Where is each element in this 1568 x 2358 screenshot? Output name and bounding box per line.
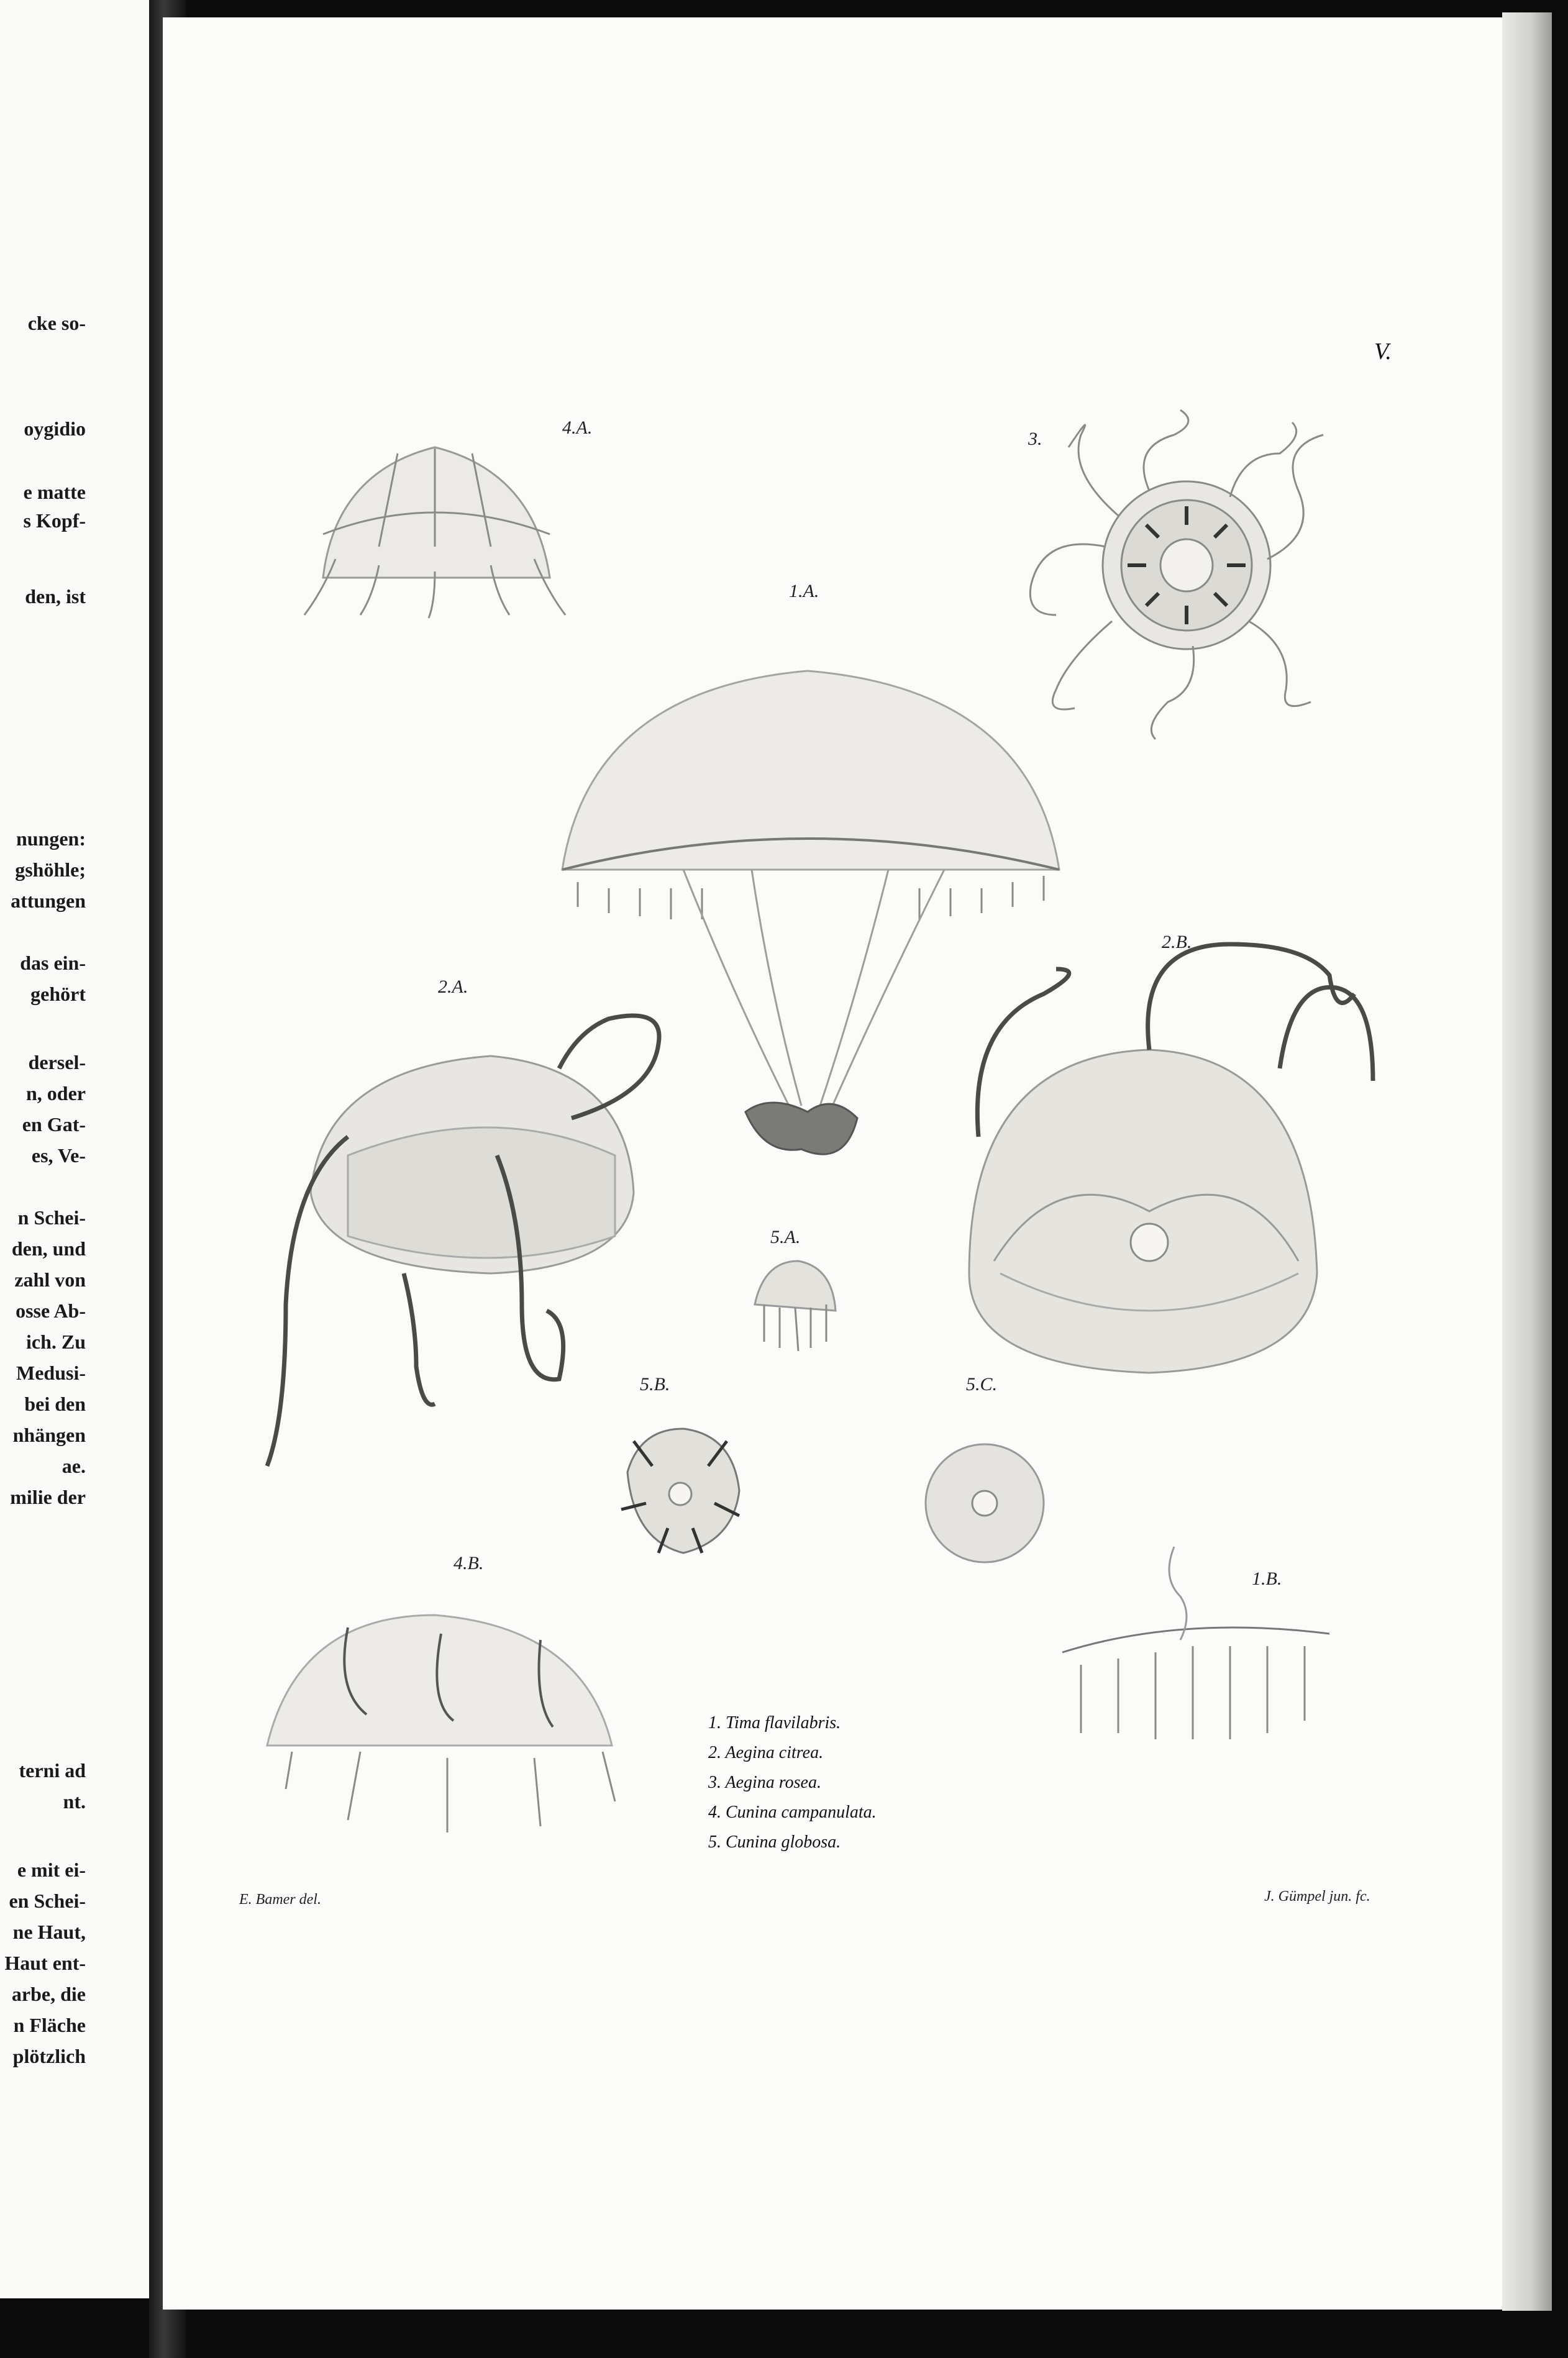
left-page-line: attungen — [11, 890, 86, 912]
figure-label-5a: 5.A. — [770, 1227, 801, 1247]
legend-entry: 5. Cunina globosa. — [708, 1832, 841, 1852]
left-page-line: n Schei- — [17, 1206, 86, 1229]
left-page-line: oygidio — [24, 417, 86, 440]
figure-label-5c: 5.C. — [966, 1374, 998, 1395]
left-page-line: das ein- — [20, 952, 86, 974]
left-page-line: Medusi- — [16, 1362, 86, 1384]
legend-entry: 2. Aegina citrea. — [708, 1743, 824, 1762]
left-page-line: bei den — [24, 1393, 86, 1415]
left-page-line: terni ad — [19, 1759, 86, 1782]
figure-3-medusa — [1030, 410, 1323, 739]
left-page-line: e mit ei- — [17, 1859, 86, 1881]
figure-5a-medusa — [755, 1261, 836, 1351]
left-page-line: zahl von — [14, 1268, 86, 1291]
figure-label-4b: 4.B. — [454, 1553, 484, 1573]
left-page-line: es, Ve- — [31, 1144, 86, 1167]
figure-4a-medusa — [304, 447, 565, 618]
figure-label-5b: 5.B. — [640, 1374, 670, 1395]
left-page-line: osse Ab- — [16, 1300, 86, 1322]
left-page-line: gshöhle; — [15, 858, 86, 881]
left-page-line: en Gat- — [22, 1113, 86, 1136]
figure-label-4a: 4.A. — [562, 417, 593, 438]
figure-label-2a: 2.A. — [438, 976, 468, 997]
left-page-line: ne Haut, — [12, 1921, 86, 1943]
credit-artist: E. Bamer del. — [239, 1891, 321, 1908]
left-page-line: milie der — [10, 1486, 86, 1508]
figure-2b-medusa — [969, 944, 1373, 1373]
figure-4b-medusa — [267, 1615, 615, 1832]
left-page-line: gehört — [30, 983, 86, 1005]
legend-entry: 1. Tima flavilabris. — [708, 1713, 841, 1732]
figure-label-1b: 1.B. — [1252, 1568, 1282, 1589]
credit-engraver: J. Gümpel jun. fc. — [1264, 1888, 1370, 1905]
legend-entry: 3. Aegina rosea. — [708, 1773, 821, 1792]
left-page-line: nt. — [63, 1790, 86, 1813]
figure-2a-medusa — [267, 1016, 659, 1466]
left-page-line: nhängen — [12, 1424, 86, 1446]
left-page-line: den, und — [11, 1237, 86, 1260]
left-page-line: plötzlich — [12, 2045, 86, 2067]
left-page-line: s Kopf- — [23, 509, 86, 532]
left-page-line: arbe, die — [11, 1983, 86, 2005]
left-page-line: ich. Zu — [25, 1331, 86, 1353]
figure-label-3: 3. — [1028, 429, 1042, 449]
figure-label-2b: 2.B. — [1162, 932, 1192, 952]
left-page-line: n Fläche — [13, 2014, 86, 2036]
left-page-line: Haut ent- — [4, 1952, 86, 1974]
left-page-line: ae. — [62, 1455, 86, 1477]
left-page-line: e matte — [23, 481, 86, 503]
figure-5c-medusa — [926, 1444, 1044, 1562]
figure-5b-medusa — [621, 1429, 739, 1553]
left-page-line: den, ist — [25, 585, 86, 608]
left-page-line: cke so- — [27, 312, 86, 334]
figure-label-1a: 1.A. — [789, 581, 819, 601]
species-legend — [708, 1708, 877, 1857]
left-page-line: nungen: — [16, 827, 86, 850]
left-page-line: dersel- — [28, 1051, 86, 1073]
left-page-line: n, oder — [26, 1082, 86, 1104]
left-page-line: en Schei- — [9, 1890, 86, 1912]
figure-1b-detail — [1062, 1547, 1329, 1739]
plate-number: V. — [1374, 339, 1392, 365]
legend-entry: 4. Cunina campanulata. — [708, 1803, 877, 1822]
